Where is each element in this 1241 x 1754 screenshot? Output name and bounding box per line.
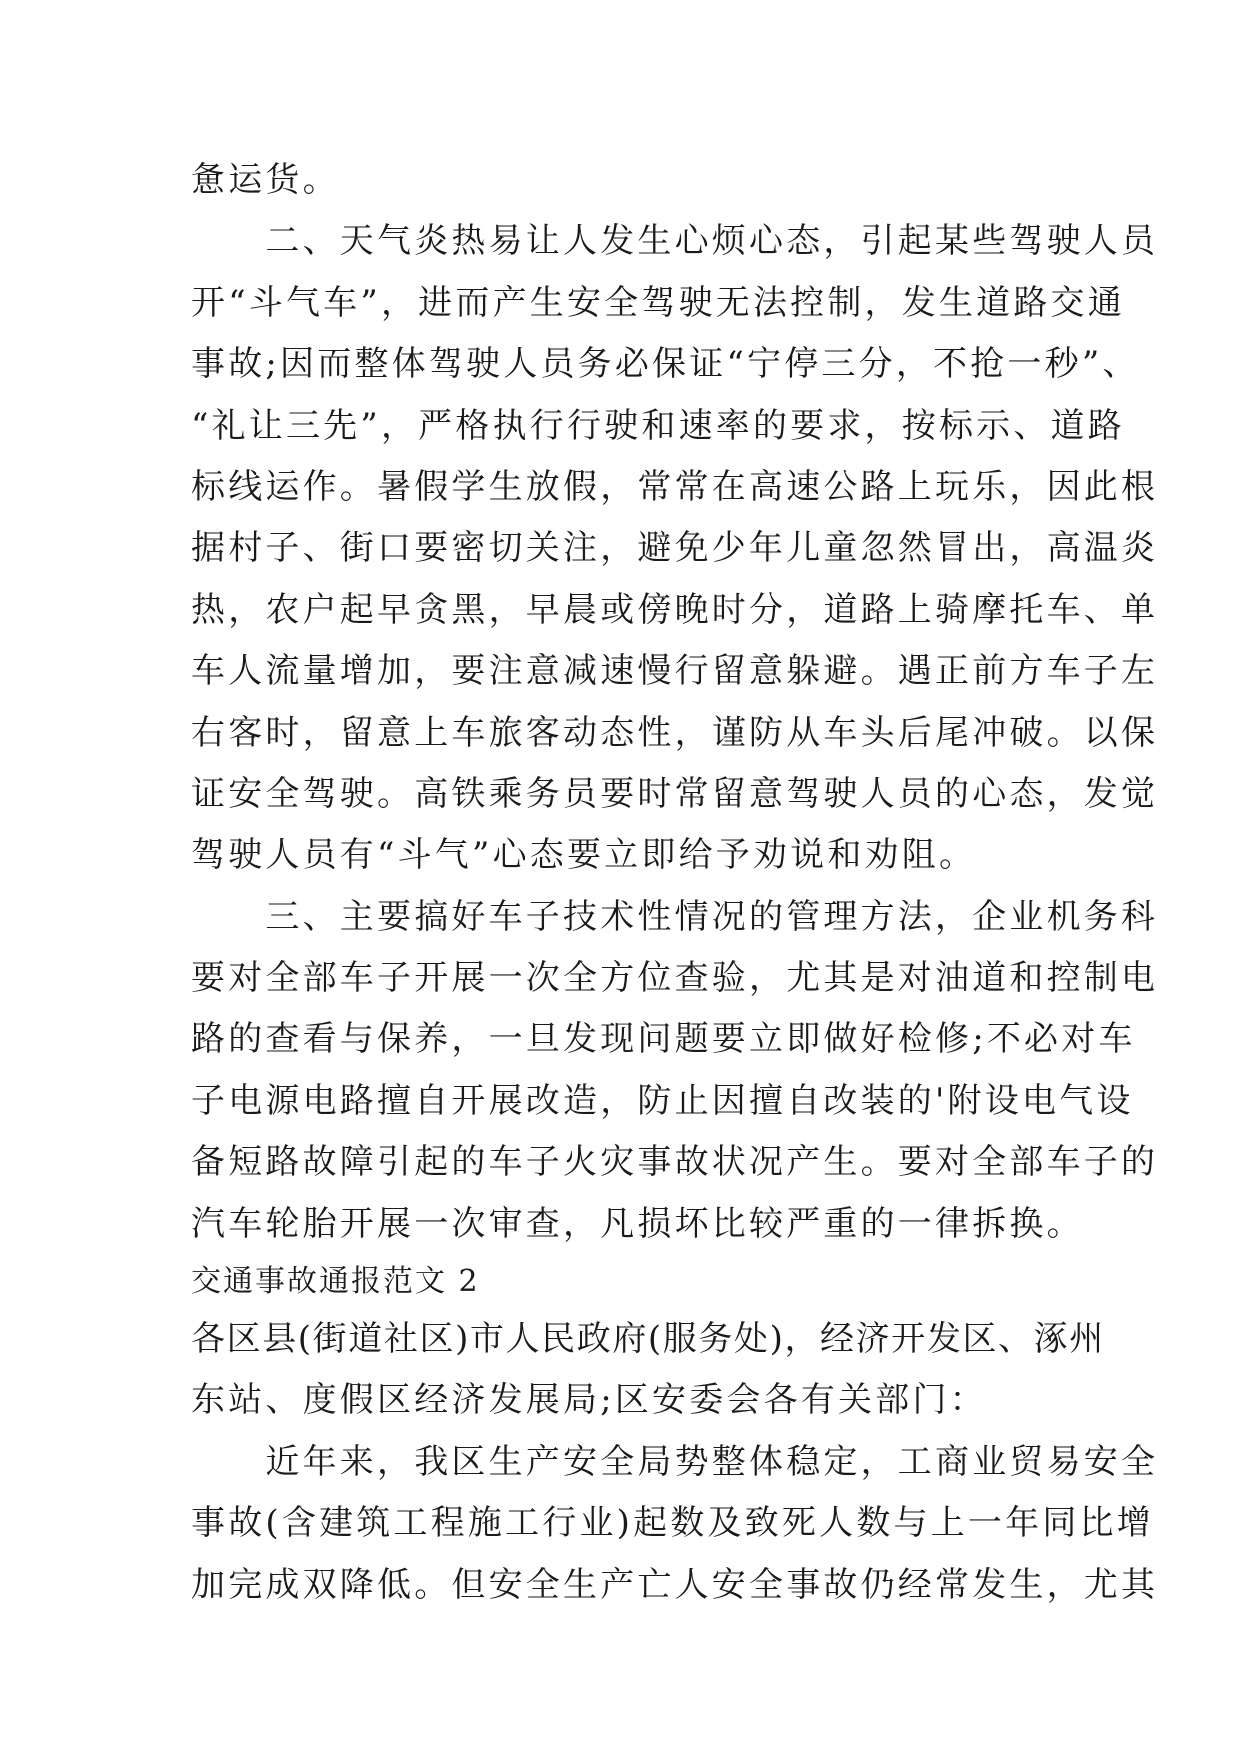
text-line: 事故(含建筑工程施工行业)起数及致死人数与上一年同比增: [191, 1503, 1154, 1544]
recipients-line: 东站、度假区经济发展局;区安委会各有关部门：: [191, 1380, 987, 1421]
text-line: 事故;因而整体驾驶人员务必保证“宁停三分，不抢一秒”、: [191, 344, 1140, 385]
text-line: 右客时，留意上车旅客动态性，谨防从车头后尾冲破。以保: [191, 712, 1159, 753]
text-line: 汽车轮胎开展一次审查，凡损坏比较严重的一律拆换。: [191, 1203, 1084, 1244]
document-body: [191, 150, 1159, 1616]
text-line: 三、主要搞好车子技术性情况的管理方法，企业机务科: [191, 896, 1159, 937]
text-line: 路的查看与保养，一旦发现问题要立即做好检修;不必对车: [191, 1019, 1136, 1060]
text-line: 惫运货。: [191, 160, 340, 200]
text-line: 驾驶人员有“斗气”心态要立即给予劝说和劝阻。: [191, 835, 977, 876]
text-line: 热，农户起早贪黑，早晨或傍晚时分，道路上骑摩托车、单: [191, 589, 1159, 630]
text-line: 加完成双降低。但安全生产亡人安全事故仍经常发生，尤其: [191, 1564, 1159, 1605]
text-line: 子电源电路擅自开展改造，防止因擅自改装的'附设电气设: [191, 1080, 1134, 1121]
text-line: 车人流量增加，要注意减速慢行留意躲避。遇正前方车子左: [191, 651, 1159, 692]
text-line: 开“斗气车”，进而产生安全驾驶无法控制，发生道路交通: [191, 282, 1125, 323]
text-line: 近年来，我区生产安全局势整体稳定，工商业贸易安全: [191, 1441, 1159, 1482]
recipients-line: 各区县(街道社区)市人民政府(服务处)，经济开发区、涿州: [191, 1319, 1105, 1360]
text-line: 标线运作。暑假学生放假，常常在高速公路上玩乐，因此根: [191, 466, 1159, 507]
text-line: 要对全部车子开展一次全方位查验，尤其是对油道和控制电: [191, 958, 1159, 999]
text-line: 证安全驾驶。高铁乘务员要时常留意驾驶人员的心态，发觉: [191, 773, 1159, 814]
text-line: “礼让三先”，严格执行行驶和速率的要求，按标示、道路: [191, 405, 1125, 446]
text-line: 二、天气炎热易让人发生心烦心态，引起某些驾驶人员: [191, 221, 1159, 262]
text-line: 备短路故障引起的车子火灾事故状况产生。要对全部车子的: [191, 1142, 1159, 1183]
section-title: 交通事故通报范文 2: [191, 1264, 480, 1300]
text-line: 据村子、街口要密切关注，避免少年儿童忽然冒出，高温炎: [191, 528, 1159, 569]
